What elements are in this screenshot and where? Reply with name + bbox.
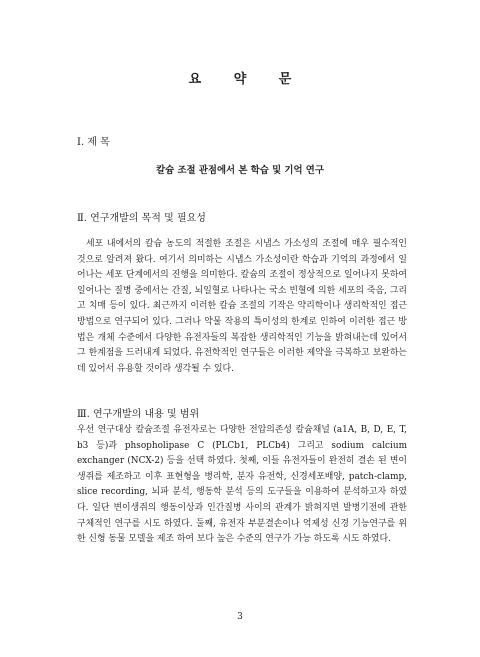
section-3-heading: Ⅲ. 연구개발의 내용 및 범위 — [77, 409, 200, 420]
section-2-paragraph: 세포 내에서의 칼슘 농도의 적절한 조절은 시냅스 가소성의 조절에 매우 필수적인 것으로 알려져 왔다. 여기서 의미하는 시냅스 가소성이란 학습과 기억의 과정에서 일어나는 세포 단계에서의 진행을 의미한다. 칼슘의 조절이 정상적으로 일어나지 못하여 일어나는 질병 중에서는 간질, 뇌일혈로 나타나는 국소 빈혈에 의한 세포의 죽음, 그리고 치매 등이 있다. 최근까지 이러한 칼슘 조절의 기작은 약리학이나 생리학적인 접근 방법으로 연구되어 있다. 그러나 약물 작용의 특이성의 한계로 인하여 이러한 접근 방법은 개체 수준에서 다양한 유전자들의 복잡한 생리학적인 기능을 밝혀내는데 있어서 그 한계점을 드러내게 되었다. 유전학적인 연구들은 이러한 제약을 극복하고 보완하는데 있어서 유용할 것이라 생각될 수 있다. — [77, 239, 407, 374]
section-1-heading: Ⅰ. 제 목 — [77, 137, 110, 148]
page-number: 3 — [237, 612, 243, 622]
section-3-paragraph: 우선 연구대상 칼슘조절 유전자로는 다양한 전압의존성 칼슘채널 (a1A, B, D, E, T, b3 등)과 phsopholipase C (PLCb1, PLCb4) 그리고 sodium calcium exchanger (NCX-2) 등을 선택 하였다. 첫째, 이들 유전자들이 완전히 결손 된 변이 생쥐를 제조하고 이후 표현형을 병리학, 분자 유전학, 신경세포배양, patch-clamp, slice recording, 뇌파 분석, 행동학 분석 등의 도구들을 이용하여 분석하고자 하였다. 일단 변이생쥐의 행동이상과 인간질병 사이의 관계가 밝혀지면 발병기전에 관한 구체적인 연구를 시도 하였다. 둘째, 유전자 부분결손이나 억제성 신경 기능연구를 위한 신형 동물 모델을 제조 하여 보다 높은 수준의 연구가 가능 하도록 시도 하였다. — [77, 425, 407, 545]
research-subject: 칼슘 조절 관점에서 본 학습 및 기억 연구 — [156, 165, 324, 176]
section-2-heading: Ⅱ. 연구개발의 목적 및 필요성 — [77, 213, 206, 224]
page-title: 요 약 문 — [188, 72, 306, 87]
